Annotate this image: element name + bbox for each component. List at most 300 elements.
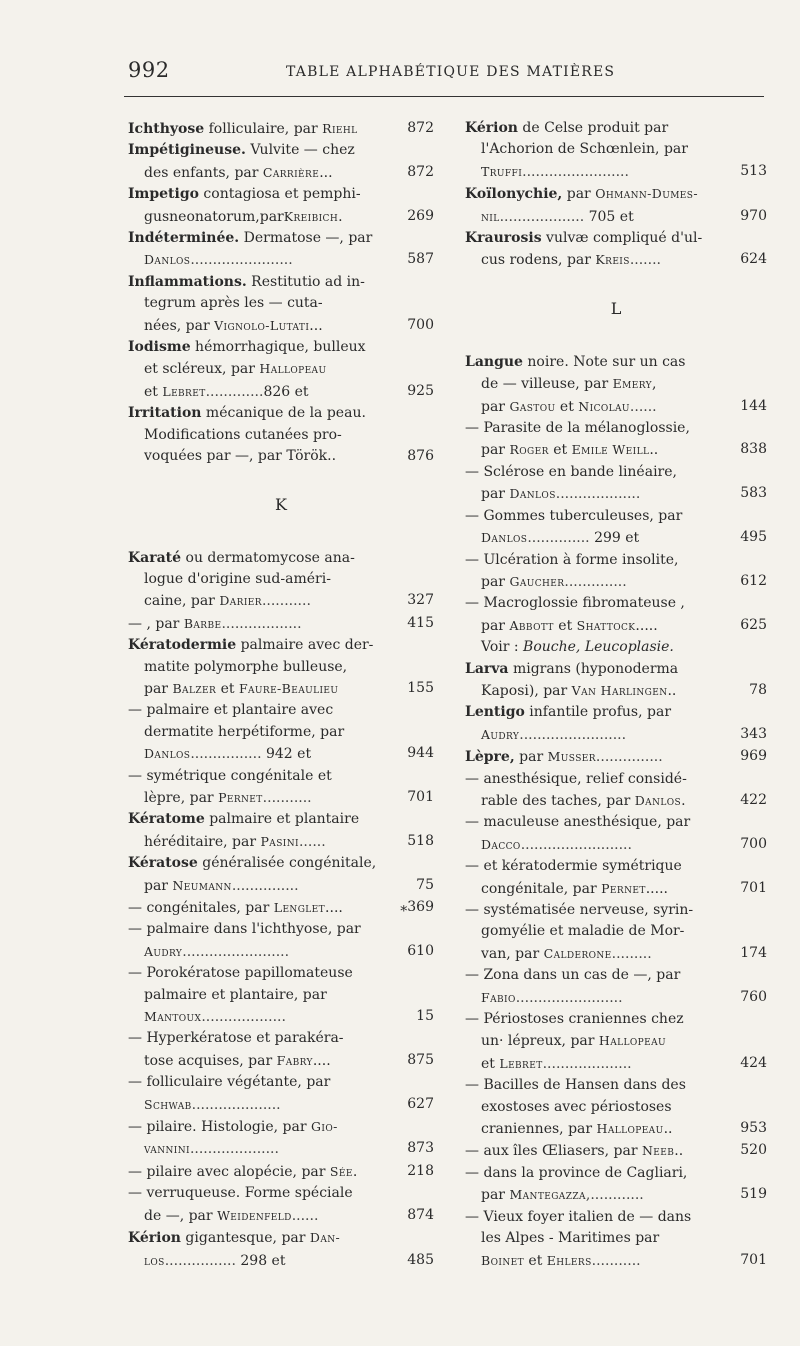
entry-text: [144, 206, 343, 228]
index-entry-line: [465, 396, 800, 418]
entry-text: [465, 900, 693, 921]
index-entry-line: [465, 659, 800, 680]
entry-fragment: par: [514, 749, 548, 766]
page-reference: 218: [407, 1162, 434, 1179]
entry-text: [481, 1228, 659, 1249]
author-name: Pasini: [260, 833, 299, 849]
index-entry-line: [465, 1163, 800, 1184]
entry-text: [128, 228, 372, 249]
entry-fragment: généralisée congénitale,: [197, 855, 377, 872]
entry-text: [144, 743, 311, 765]
index-entry-line: [465, 352, 800, 373]
author-name: Musser: [547, 749, 596, 765]
entry-fragment: palmaire et plantaire, par: [144, 986, 327, 1003]
section-letter: K: [275, 494, 287, 514]
entry-fragment: .............: [205, 383, 264, 400]
index-entry-line: [128, 272, 434, 293]
entry-fragment: par: [481, 1187, 510, 1204]
entry-text: [144, 678, 338, 700]
author-name: Hallopeau: [598, 1033, 666, 1049]
entry-text: [128, 613, 302, 635]
entry-fragment: ...................: [201, 1009, 286, 1026]
entry-fragment: .: [352, 1163, 358, 1180]
entry-fragment: ..............: [564, 573, 627, 590]
entry-text: [481, 1097, 672, 1118]
page-reference: ⁎369: [400, 899, 434, 915]
page-reference: 520: [740, 1142, 767, 1159]
entry-text: [144, 722, 344, 743]
entry-fragment: Restitutio ad in-: [246, 273, 365, 290]
entry-fragment: — palmaire et plantaire avec: [128, 702, 334, 719]
author-name: Kreis: [595, 252, 630, 268]
entry-fragment: ................: [164, 1252, 236, 1269]
entry-fragment: ......: [629, 398, 657, 415]
index-entry-line: [465, 746, 800, 768]
entry-text: [465, 856, 682, 877]
author-name: Danlos: [144, 252, 191, 268]
entry-text: [481, 637, 674, 658]
author-name: Gio-: [310, 1119, 338, 1135]
index-entry-line: [128, 315, 434, 337]
entry-text: [144, 1006, 286, 1028]
index-entry-line: [128, 1183, 434, 1204]
entry-text: [128, 403, 366, 424]
entry-fragment: ...: [319, 164, 333, 181]
entry-fragment: van, par: [481, 945, 544, 962]
index-entry-line: [465, 987, 800, 1009]
index-entry-line: [128, 897, 434, 919]
index-entry-line: [465, 724, 800, 746]
entry-fragment: — symétrique congénitale et: [128, 767, 332, 784]
index-entry-line: [128, 1227, 434, 1249]
index-entry-line: [465, 483, 800, 505]
entry-fragment: — folliculaire végétante, par: [128, 1074, 331, 1091]
entry-fragment: — systématisée nerveuse, syrin-: [465, 902, 694, 918]
index-entry-line: [128, 403, 434, 424]
index-entry-line: [465, 1009, 800, 1030]
entry-text: [128, 548, 355, 569]
entry-fragment: ..: [663, 1121, 673, 1138]
index-entry-line: [128, 1205, 434, 1227]
entry-fragment: ........................: [519, 726, 627, 743]
entry-fragment: mécanique de la peau.: [201, 405, 366, 422]
index-entry-line: [465, 550, 800, 571]
index-entry-line: [128, 1116, 434, 1138]
entry-headword: Lentigo: [465, 704, 525, 721]
index-entry-line: [465, 1118, 800, 1140]
page-reference: 144: [740, 397, 767, 414]
entry-text: [128, 118, 358, 140]
entry-fragment: .....: [635, 617, 658, 634]
entry-fragment: contagiosa et pemphi-: [198, 186, 361, 203]
index-entry-line: [128, 1250, 434, 1272]
entry-text: [481, 527, 639, 549]
entry-fragment: — verruqueuse. Forme spéciale: [128, 1185, 353, 1202]
entry-fragment: et: [548, 442, 572, 459]
index-entry-line: [465, 139, 800, 160]
author-name: nil: [481, 208, 500, 224]
index-entry-line: [465, 769, 800, 790]
entry-fragment: Bouche, Leucoplasie.: [523, 639, 674, 656]
entry-fragment: caine, par: [144, 593, 220, 610]
index-entry-line: [465, 1250, 800, 1272]
entry-text: [481, 396, 657, 418]
entry-headword: Kraurosis: [465, 230, 542, 247]
page-reference: 269: [407, 207, 434, 224]
entry-text: [465, 593, 685, 614]
entry-text: [144, 1094, 281, 1116]
index-entry-line: [465, 161, 800, 183]
page-reference: 422: [740, 791, 767, 808]
entry-fragment: — Macroglossie fibromateuse ,: [465, 595, 685, 612]
page-reference: 700: [407, 316, 434, 333]
author-name: Gastou: [509, 398, 556, 414]
entry-fragment: migrans (hyponoderma: [508, 660, 679, 677]
entry-headword: Langue: [465, 353, 523, 370]
page-reference: 174: [740, 944, 767, 961]
author-name: Dan-: [309, 1230, 341, 1246]
entry-text: [128, 635, 373, 656]
page-reference: 876: [407, 448, 434, 465]
author-name: Hallopeau: [596, 1121, 664, 1137]
author-name: Gaucher: [509, 573, 565, 589]
entry-fragment: tose acquises, par: [144, 1052, 277, 1069]
author-name: Darier: [219, 593, 262, 609]
entry-text: [481, 483, 640, 505]
entry-fragment: logue d'origine sud-améri-: [144, 570, 331, 587]
entry-text: [481, 1118, 672, 1140]
entry-text: [481, 439, 658, 461]
author-name: Pernet: [601, 880, 646, 896]
entry-text: [481, 921, 684, 942]
author-name: Vignolo-Lutati: [214, 317, 310, 333]
index-entry-line: [128, 787, 434, 809]
entry-fragment: voquées par —, par Török..: [144, 448, 337, 465]
entry-fragment: — Gommes tuberculeuses, par: [465, 507, 683, 524]
page-reference: 75: [416, 876, 434, 893]
entry-text: [128, 272, 365, 293]
entry-text: [144, 358, 326, 380]
entry-fragment: gigantesque, par: [180, 1230, 310, 1247]
entry-fragment: Voir :: [481, 639, 524, 656]
author-name: Sée: [329, 1163, 353, 1179]
entry-text: [144, 590, 311, 612]
entry-text: [481, 680, 676, 702]
author-name: Mantegazza: [509, 1187, 586, 1203]
entry-fragment: Vulvite — chez: [245, 142, 355, 159]
index-entry-line: [128, 919, 434, 940]
entry-fragment: ......: [298, 833, 326, 850]
entry-text: [481, 1053, 632, 1075]
index-entry-line: [465, 856, 800, 877]
entry-text: [465, 1140, 683, 1162]
index-entry-line: [465, 1030, 800, 1052]
page-reference: 519: [740, 1186, 767, 1203]
entry-fragment: ........................: [182, 943, 290, 960]
index-entry-line: [128, 613, 434, 635]
index-entry-line: [128, 766, 434, 787]
entry-fragment: — et kératodermie symétrique: [465, 858, 682, 875]
author-name: Nicolau: [578, 398, 630, 414]
author-name: Danlos: [481, 530, 528, 546]
entry-fragment: — Parasite de la mélanoglossie,: [465, 420, 690, 437]
entry-text: [144, 1250, 285, 1272]
entry-text: [465, 550, 678, 571]
index-entry-line: [465, 812, 800, 833]
page-reference: 485: [407, 1251, 434, 1268]
index-entry-line: [128, 963, 434, 984]
entry-text: [465, 506, 682, 527]
entry-fragment: ...: [309, 317, 323, 334]
entry-text: [465, 1207, 691, 1228]
author-name: Calderone: [543, 945, 612, 961]
page-reference: 874: [407, 1206, 434, 1223]
index-entry-line: [465, 1097, 800, 1118]
entry-fragment: par: [481, 573, 510, 590]
index-entry-line: [128, 228, 434, 249]
entry-fragment: ........................: [522, 163, 629, 180]
author-name: Emile Weill: [571, 442, 650, 458]
entry-text: [481, 206, 634, 228]
index-entry-line: [465, 118, 800, 139]
entry-fragment: ,............: [585, 1187, 644, 1204]
author-name: Weidenfeld: [217, 1207, 292, 1223]
entry-fragment: ..: [649, 442, 659, 459]
author-name: Emery: [612, 376, 652, 392]
running-title: TABLE ALPHABÉTIQUE DES MATIÈRES: [286, 64, 616, 80]
entry-fragment: matite polymorphe bulleuse,: [144, 658, 348, 675]
header-rule: [124, 96, 764, 97]
entry-fragment: par: [481, 442, 510, 459]
page-reference: 518: [407, 832, 434, 849]
entry-fragment: congénitale, par: [481, 880, 602, 897]
entry-fragment: ....................: [189, 1141, 279, 1158]
entry-text: [144, 875, 299, 897]
entry-text: [465, 183, 698, 205]
entry-fragment: — Ulcération à forme insolite,: [465, 551, 679, 568]
entry-fragment: dermatite herpétiforme, par: [144, 723, 345, 740]
entry-text: [144, 425, 342, 446]
entry-text: [481, 878, 668, 900]
entry-headword: Irritation: [128, 405, 202, 422]
entry-fragment: lèpre, par: [144, 789, 219, 806]
author-name: Danlos: [509, 486, 556, 502]
entry-fragment: et: [553, 617, 577, 634]
index-entry-line: [128, 206, 434, 228]
index-entry-line: [128, 1028, 434, 1049]
entry-text: [465, 228, 702, 249]
author-name: los: [144, 1252, 165, 1268]
entry-text: [144, 162, 333, 184]
index-entry-line: [128, 162, 434, 184]
entry-headword: Impétigineuse.: [128, 142, 246, 159]
page-reference: 701: [407, 788, 434, 805]
entry-fragment: — maculeuse anesthésique, par: [465, 814, 691, 831]
entry-headword: Iodisme: [128, 339, 191, 356]
author-name: Audry: [481, 726, 520, 742]
entry-text: [128, 1072, 330, 1093]
page-reference: 610: [407, 942, 434, 959]
entry-text: [481, 1184, 644, 1206]
entry-fragment: ................: [190, 746, 262, 763]
entry-text: [465, 118, 668, 139]
entry-fragment: gomyélie et maladie de Mor-: [481, 923, 685, 940]
entry-text: [144, 787, 312, 809]
author-name: Ehlers: [546, 1252, 592, 1268]
index-entry-line: [465, 680, 800, 702]
entry-text: [128, 700, 333, 721]
index-entry-line: [465, 373, 800, 395]
entry-fragment: ......: [291, 1207, 319, 1224]
entry-fragment: les Alpes - Maritimes par: [481, 1230, 660, 1247]
entry-fragment: ...........: [261, 593, 311, 610]
author-name: Fabry: [276, 1052, 313, 1068]
entry-text: [465, 746, 663, 768]
page-reference: 701: [740, 879, 767, 896]
index-entry-line: [128, 1138, 434, 1160]
entry-fragment: ....: [312, 1052, 331, 1069]
index-entry-line: [128, 853, 434, 874]
entry-text: [481, 790, 686, 812]
entry-text: [481, 834, 632, 856]
author-name: Truffi: [481, 163, 523, 179]
page-reference: 953: [740, 1120, 767, 1137]
entry-fragment: folliculaire, par: [204, 121, 323, 137]
index-entry-line: [465, 418, 800, 439]
entry-fragment: — Zona dans un cas de —, par: [465, 967, 681, 984]
entry-fragment: rable des taches, par: [481, 792, 635, 809]
author-name: Roger: [509, 442, 549, 458]
page-reference: 513: [740, 162, 767, 179]
author-name: Barbe: [183, 615, 222, 631]
author-name: Abbott: [509, 617, 554, 633]
entry-text: [144, 657, 347, 678]
entry-headword: Karaté: [128, 549, 182, 566]
index-entry-line: [465, 527, 800, 549]
entry-fragment: un· lépreux, par: [481, 1033, 599, 1050]
entry-text: [465, 418, 690, 439]
entry-headword: Inflammations.: [128, 273, 247, 290]
entry-fragment: .......................: [190, 252, 293, 269]
entry-text: [144, 381, 309, 403]
entry-text: [481, 373, 656, 395]
index-entry-line: [465, 439, 800, 461]
entry-text: [128, 919, 361, 940]
entry-text: [465, 1075, 686, 1096]
entry-text: [144, 1138, 279, 1160]
page-reference: 155: [407, 679, 434, 696]
author-name: Hallopeau: [259, 361, 327, 377]
author-name: Carrière: [262, 164, 320, 180]
entry-fragment: par: [562, 186, 596, 203]
entry-fragment: 942 et: [261, 746, 312, 763]
entry-headword: Kératose: [128, 855, 198, 872]
index-entry-line: [128, 941, 434, 963]
entry-fragment: .: [681, 792, 686, 809]
author-name: Riehl: [322, 121, 358, 136]
entry-headword: Kérion: [128, 1230, 181, 1247]
entry-fragment: par: [481, 617, 510, 634]
entry-text: [481, 1030, 666, 1052]
author-name: Schwab: [144, 1096, 192, 1112]
entry-text: [128, 897, 343, 919]
index-entry-line: [465, 249, 800, 271]
entry-fragment: 298 et: [235, 1252, 286, 1269]
author-name: Dacco: [481, 836, 521, 852]
entry-fragment: — aux îles Œliasers, par: [465, 1143, 642, 1160]
entry-fragment: ou dermatomycose ana-: [181, 549, 355, 566]
page-reference: 872: [407, 163, 434, 180]
entry-text: [144, 985, 327, 1006]
index-entry-line: [465, 1053, 800, 1075]
entry-text: [144, 941, 289, 963]
entry-fragment: ..............: [527, 530, 590, 547]
entry-fragment: ...............: [595, 749, 663, 766]
page-reference: 700: [740, 835, 767, 852]
author-name: Pernet: [218, 789, 263, 805]
author-name: Neeb: [641, 1143, 675, 1159]
entry-fragment: nées, par: [144, 317, 215, 334]
author-name: Van Harlingen: [571, 682, 668, 698]
entry-text: [465, 352, 685, 373]
index-entry-line: [465, 834, 800, 856]
author-name: vannini: [144, 1141, 190, 1157]
page-reference: 612: [740, 572, 767, 589]
index-entry-line: [465, 571, 800, 593]
index-entry-line: [128, 381, 434, 403]
index-entry-line: [128, 635, 434, 656]
index-entry-line: [465, 702, 800, 723]
entry-fragment: — dans la province de Cagliari,: [465, 1164, 688, 1181]
entry-fragment: ..................: [221, 615, 302, 632]
index-entry-line: [128, 446, 434, 467]
entry-text: [481, 943, 652, 965]
author-name: Lenglet: [273, 900, 326, 915]
entry-text: [128, 1161, 357, 1183]
entry-text: [465, 462, 677, 483]
entry-fragment: craniennes, par: [481, 1121, 597, 1138]
page-reference: 343: [740, 725, 767, 742]
index-entry-line: [128, 678, 434, 700]
entry-fragment: .......: [629, 252, 661, 269]
entry-fragment: vulvæ compliqué d'ul-: [541, 230, 703, 247]
entry-text: [128, 963, 353, 984]
index-entry-line: [128, 985, 434, 1006]
page-reference: 873: [407, 1140, 434, 1157]
entry-fragment: par: [144, 877, 173, 894]
entry-fragment: héréditaire, par: [144, 833, 261, 850]
entry-fragment: gusneonatorum,par: [144, 208, 284, 225]
index-entry-line: [128, 249, 434, 271]
entry-fragment: — Porokératose papillomateuse: [128, 965, 353, 982]
entry-text: [481, 161, 629, 183]
entry-text: [128, 853, 376, 874]
entry-text: [128, 337, 366, 358]
page-reference: 15: [416, 1008, 434, 1025]
entry-fragment: — anesthésique, relief considé-: [465, 770, 687, 787]
index-entry-line: [128, 743, 434, 765]
index-entry-line: [465, 506, 800, 527]
index-entry-line: [128, 700, 434, 721]
entry-fragment: .....: [645, 880, 668, 897]
entry-text: [481, 571, 627, 593]
entry-fragment: et: [523, 1252, 547, 1269]
entry-fragment: ...............: [231, 877, 299, 894]
index-entry-line: [128, 140, 434, 161]
entry-fragment: ...........: [591, 1252, 641, 1269]
page-reference: 424: [740, 1054, 767, 1071]
entry-fragment: des enfants, par: [144, 164, 263, 181]
